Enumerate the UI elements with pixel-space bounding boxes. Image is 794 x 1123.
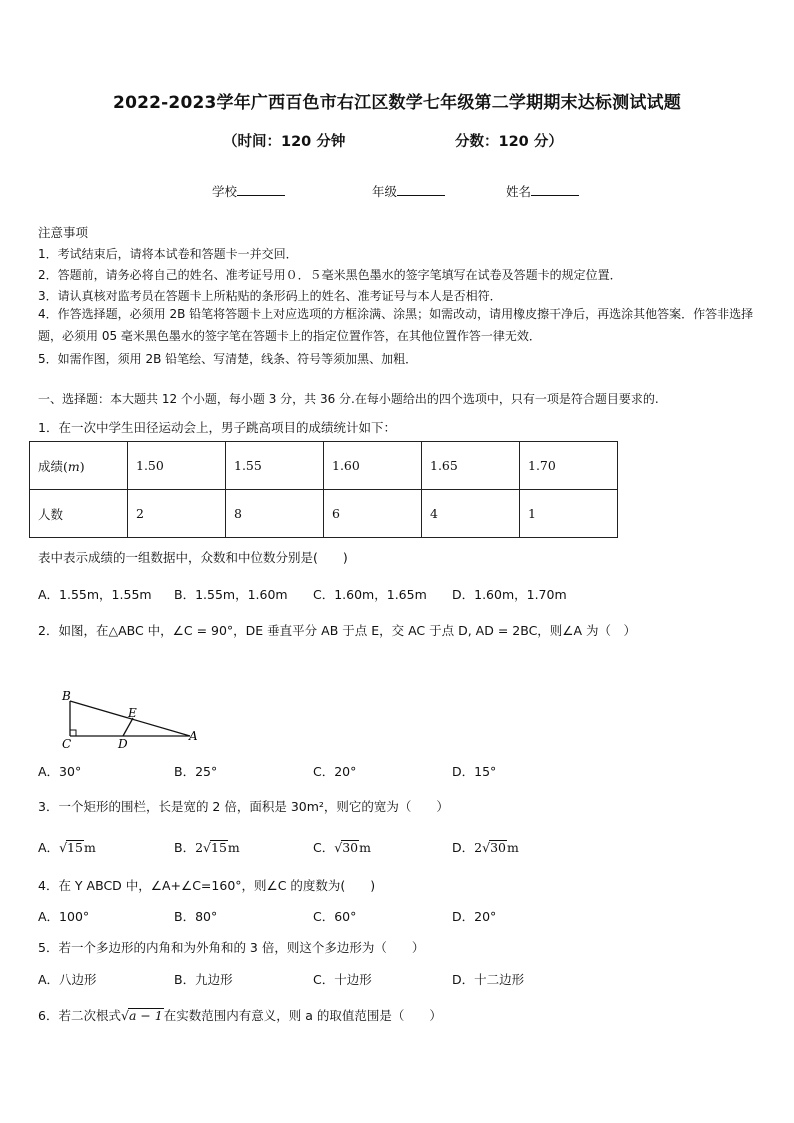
unit: m: [67, 458, 80, 474]
q1-option-a[interactable]: A．1.55m，1.55m: [38, 587, 152, 602]
name-blank[interactable]: [531, 183, 579, 196]
notes-title: 注意事项: [38, 225, 89, 240]
q1-question: 表中表示成绩的一组数据中，众数和中位数分别是( ): [38, 550, 348, 565]
note-item: 1．考试结束后，请将本试卷和答题卡一并交回．: [38, 247, 298, 261]
grade-label: 年级: [372, 184, 398, 199]
page-title: 2022-2023学年广西百色市右江区数学七年级第二学期期末达标测试试题: [113, 93, 681, 113]
table-row: [30, 442, 618, 490]
unit: m: [83, 840, 96, 855]
radicand: 30: [490, 840, 506, 855]
option-label: A．: [38, 840, 60, 855]
table-cell: 4: [422, 490, 520, 538]
coef: 2: [195, 840, 204, 855]
unit: m: [506, 840, 519, 855]
q6-stem-after: 在实数范围内有意义，则 a 的取值范围是（ ）: [163, 1008, 442, 1023]
sqrt-icon: √: [59, 840, 68, 855]
grade-blank[interactable]: [397, 183, 445, 196]
table-cell: 1.50: [128, 442, 226, 490]
q6-stem: [38, 1006, 442, 1024]
section-heading: 一、选择题：本大题共 12 个小题，每小题 3 分，共 36 分.在每小题给出的四个选项中，只有一项是符合题目要求的.: [38, 392, 659, 406]
q3-option-c[interactable]: [313, 838, 371, 856]
table-cell: 8: [226, 490, 324, 538]
unit: m: [227, 840, 240, 855]
note-item: 2．答题前，请务必将自己的姓名、准考证号用０．５毫米黑色墨水的签字笔填写在试卷及答题卡的规定位置．: [38, 268, 622, 282]
label-b: B: [62, 689, 71, 703]
q5-option-a[interactable]: A．八边形: [38, 972, 97, 987]
coef: 2: [474, 840, 483, 855]
q6-stem-before: 6．若二次根式: [38, 1008, 121, 1023]
option-label: D．: [452, 840, 475, 855]
table-cell: 1.60: [324, 442, 422, 490]
table-row: [30, 490, 618, 538]
q5-stem: 5．若一个多边形的内角和为外角和的 3 倍，则这个多边形为（ ）: [38, 940, 425, 955]
grade-field: [372, 182, 445, 200]
table-cell: 1.55: [226, 442, 324, 490]
label-d: D: [118, 737, 128, 751]
name-field: [506, 182, 579, 200]
name-label: 姓名: [506, 184, 532, 199]
table-cell: 1.65: [422, 442, 520, 490]
q4-stem: 4．在 Y ABCD 中，∠A+∠C=160°，则∠C 的度数为( ): [38, 878, 376, 893]
q2-option-b[interactable]: B．25°: [174, 764, 218, 779]
exam-score: 分数：120 分）: [455, 134, 563, 150]
school-field: [212, 182, 285, 200]
radicand: 15: [211, 840, 227, 855]
table-cell: 2: [128, 490, 226, 538]
q3-option-b[interactable]: [174, 838, 240, 856]
q1-option-d[interactable]: D．1.60m，1.70m: [452, 587, 567, 602]
score-table: [29, 441, 618, 538]
table-cell: 6: [324, 490, 422, 538]
option-label: B．: [174, 840, 196, 855]
sqrt-icon: √: [482, 840, 491, 855]
right-angle-mark: [70, 730, 76, 736]
table-cell: 人数: [30, 490, 128, 538]
segment-de: [123, 718, 133, 736]
note-item: 5．如需作图，须用 2B 铅笔绘、写清楚，线条、符号等须加黑、加粗．: [38, 352, 418, 366]
q1-option-c[interactable]: C．1.60m，1.65m: [313, 587, 427, 602]
q2-option-d[interactable]: D．15°: [452, 764, 497, 779]
table-cell: 1: [520, 490, 618, 538]
q1-stem: 1．在一次中学生田径运动会上，男子跳高项目的成绩统计如下：: [38, 420, 396, 435]
label-c: C: [62, 737, 72, 751]
label-e: E: [128, 706, 137, 720]
sqrt-icon: √: [120, 1008, 129, 1023]
q4-option-c[interactable]: C．60°: [313, 909, 357, 924]
q3-option-a[interactable]: [38, 838, 96, 856]
table-cell: 成绩(m): [30, 442, 128, 490]
q3-stem: 3．一个矩形的围栏，长是宽的 2 倍，面积是 30m²，则它的宽为（ ）: [38, 799, 449, 814]
q5-option-b[interactable]: B．九边形: [174, 972, 233, 987]
q6-radicand: a − 1: [128, 1008, 163, 1023]
q3-option-d[interactable]: [452, 838, 519, 856]
table-cell: 1.70: [520, 442, 618, 490]
radicand: 15: [67, 840, 83, 855]
q4-option-b[interactable]: B．80°: [174, 909, 218, 924]
school-blank[interactable]: [237, 183, 285, 196]
unit: m: [359, 840, 371, 855]
note-item: 4．作答选择题，必须用 2B 铅笔将答题卡上对应选项的方框涂满、涂黑；如需改动，请用橡皮擦干净后，再选涂其他答案．作答非选择题，必须用 05 毫米黑色墨水的签字笔在答题卡上的指定位置作答，在其他位置作答一律无效．: [38, 307, 754, 343]
row-head: 成绩: [38, 458, 64, 474]
exam-time: （时间：120 分钟: [223, 134, 346, 150]
sqrt-icon: √: [203, 840, 211, 855]
option-label: C．: [313, 840, 335, 855]
q2-stem: 2．如图，在△ABC 中，∠C = 90°，DE 垂直平分 AB 于点 E，交 AC 于点 D, AD = 2BC，则∠A 为（ ）: [38, 623, 637, 638]
q5-option-c[interactable]: C．十边形: [313, 972, 372, 987]
triangle-figure: [55, 688, 205, 754]
label-a: A: [189, 729, 198, 743]
q4-option-a[interactable]: A．100°: [38, 909, 90, 924]
q1-option-b[interactable]: B．1.55m，1.60m: [174, 587, 288, 602]
q4-option-d[interactable]: D．20°: [452, 909, 497, 924]
sqrt-icon: √: [334, 840, 343, 855]
school-label: 学校: [212, 184, 238, 199]
q5-option-d[interactable]: D．十二边形: [452, 972, 525, 987]
q2-option-a[interactable]: A．30°: [38, 764, 82, 779]
note-item: 3．请认真核对监考员在答题卡上所粘贴的条形码上的姓名、准考证号与本人是否相符．: [38, 289, 502, 303]
radicand: 30: [342, 840, 359, 855]
q2-option-c[interactable]: C．20°: [313, 764, 357, 779]
